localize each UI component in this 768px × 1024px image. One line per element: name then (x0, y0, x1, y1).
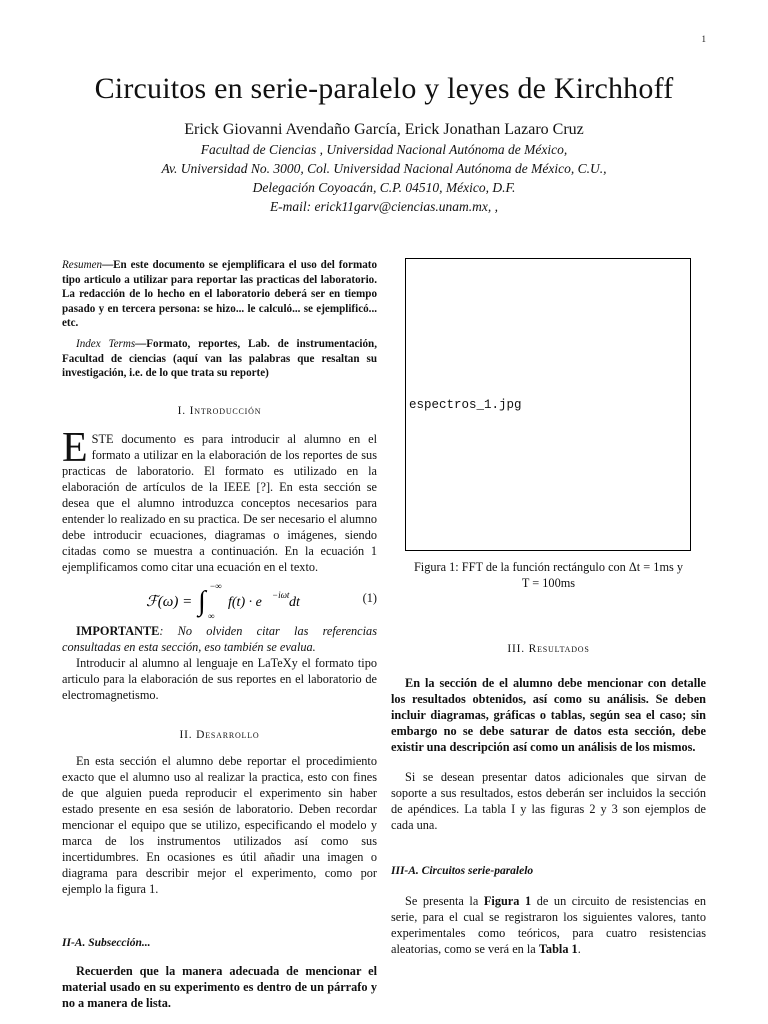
fourier-equation (146, 579, 306, 621)
intro-paragraph (62, 424, 377, 575)
section-heading-intro: I. Introducción (177, 404, 262, 417)
index-terms (62, 337, 377, 381)
page-title: Circuitos en serie-paralelo y leyes de Kirchhoff (94, 72, 674, 105)
circuitos-text-a: Se presenta la (405, 894, 484, 908)
svg-text:f(t) · e: f(t) · e (228, 594, 262, 610)
equation-number: (1) (362, 590, 377, 605)
affiliation-line: Delegación Coyoacán, C.P. 04510, México, D.F. (252, 180, 516, 195)
important-text: : No olviden citar las referencias consultadas en esta sección, eso también se evalua. (62, 623, 377, 654)
section-heading-desarrollo: II. Desarrollo (179, 728, 260, 741)
resultados-paragraph: En la sección de el alumno debe mencionar con detalle los resultados obtenidos, así como su análisis. Se deben incluir diagramas, gráficas o tablas, según sea el caso; sin embargo no se debe saturar de datos esta sección, debe existir una descripción así como un análisis de los mismos. (391, 676, 706, 754)
intro-paragraph-2 (62, 655, 377, 703)
affiliation (0, 140, 768, 216)
subsection-paragraph: Recuerden que la manera adecuada de mencionar el material usado en su experimento es dentro de un párrafo y no a manera de lista. (62, 963, 377, 1010)
circuitos-text-e: . (577, 942, 581, 956)
subsection-heading-3a: III-A. Circuitos serie-paralelo (391, 865, 534, 877)
abstract-text: —En este documento se ejemplificara el uso del formato tipo articulo a utilizar para reportar las practicas del laboratorio. La redacción de lo hecho en el laboratorio deberá ser en tiempo pasado y en tercera persona: se hizo... le calculó... se ejemplificó... etc. (62, 259, 377, 330)
svg-text:−iωt: −iωt (272, 589, 290, 600)
figure-1-placeholder (405, 258, 691, 551)
svg-text:∞: ∞ (208, 610, 215, 621)
figure-filename: espectros_1.jpg (409, 398, 522, 412)
desarrollo-paragraph: En esta sección el alumno debe reportar el procedimiento exacto que el alumno uso al realizar la practica, esto con fines de que alguien pueda reproducir el experimento sin haber estado presente en esa sesión de laboratorio. Deben recordar mencionar el equipo que se utilizo, especificando el modelo y marca de los instrumentos utilizados así como sus incertidumbres. En ocasiones es útil añadir una imagen o diagrama para describir mejor el experimento, como por ejemplo la figura 1. (62, 753, 377, 896)
svg-text:ℱ(ω) =: ℱ(ω) = (146, 593, 193, 610)
circuitos-text-c: de un circuito de resistencias en serie, para el cual se registraron los siguientes valores, tanto experimentales como teóricos, para cuatro resistencias aleatorias, como se verá en la (391, 894, 706, 956)
right-column (391, 258, 706, 957)
figure-caption-line: T = 100ms (521, 576, 576, 590)
table-reference: Tabla 1 (538, 942, 578, 956)
section-heading-resultados: III. Resultados (507, 643, 590, 655)
abstract-lead: Resumen (62, 259, 103, 271)
affiliation-email: E-mail: erick11garv@ciencias.unam.mx, , (269, 199, 499, 214)
index-terms-lead: Index Terms (76, 337, 136, 350)
svg-text:∫: ∫ (198, 585, 206, 617)
intro-text: STE documento es para introducir al alumno en el formato a utilizar en la elaboración de los reportes de sus practicas de laboratorio. El formato es utilizado en la elaboración de artículos de la IEEE [?]. En esta sección se desea que el alumno introduzca conceptos necesarios para entender lo realizado en su practica. De ser necesario el alumno debe introducir ecuaciones, diagramas o imágenes, siendo citadas como se muestra a continuación. En la ecuación 1 ejemplificamos como citar una ecuación en el texto. (62, 431, 377, 574)
index-terms-text: —Formato, reportes, Lab. de instrumentación, Facultad de ciencias (aquí van las palabras que resaltan su investigación, i.e. de lo que trata su reporte) (62, 337, 377, 380)
important-note (62, 623, 377, 655)
dropcap: E (62, 424, 88, 471)
figure-1-caption (391, 559, 706, 591)
intro-p3-before: Introducir al alumno al lenguaje en (76, 655, 258, 670)
equation-1 (62, 575, 377, 623)
figure-caption-line: Figura 1: FFT de la función rectángulo con Δt = 1ms y (413, 560, 684, 574)
important-label: IMPORTANTE (76, 623, 160, 638)
intro-p3-after: y el formato tipo articulo para la elaboración de sus reportes en el laboratorio de electromagnetismo. (62, 655, 377, 702)
page-number: 1 (701, 34, 706, 44)
svg-text:−∞: −∞ (210, 580, 222, 591)
left-column (62, 258, 377, 1011)
latex-logo: LaTeX (257, 655, 292, 670)
affiliation-line: Av. Universidad No. 3000, Col. Universidad Nacional Autónoma de México, C.U., (161, 161, 607, 176)
resultados-paragraph-2: Si se desean presentar datos adicionales que sirvan de soporte a sus resultados, estos deberán ser incluidos la sección de apéndices. La tabla I y las figuras 2 y 3 son ejemplos de cada una. (391, 770, 706, 832)
authors: Erick Giovanni Avendaño García, Erick Jonathan Lazaro Cruz (184, 121, 584, 138)
subsection-heading-2a: II-A. Subsección... (62, 936, 151, 949)
svg-text:dt: dt (289, 594, 300, 610)
abstract (62, 258, 377, 331)
figure-reference: Figura 1 (483, 894, 532, 908)
affiliation-line: Facultad de Ciencias , Universidad Nacional Autónoma de México, (200, 142, 568, 157)
circuitos-paragraph (391, 893, 706, 957)
